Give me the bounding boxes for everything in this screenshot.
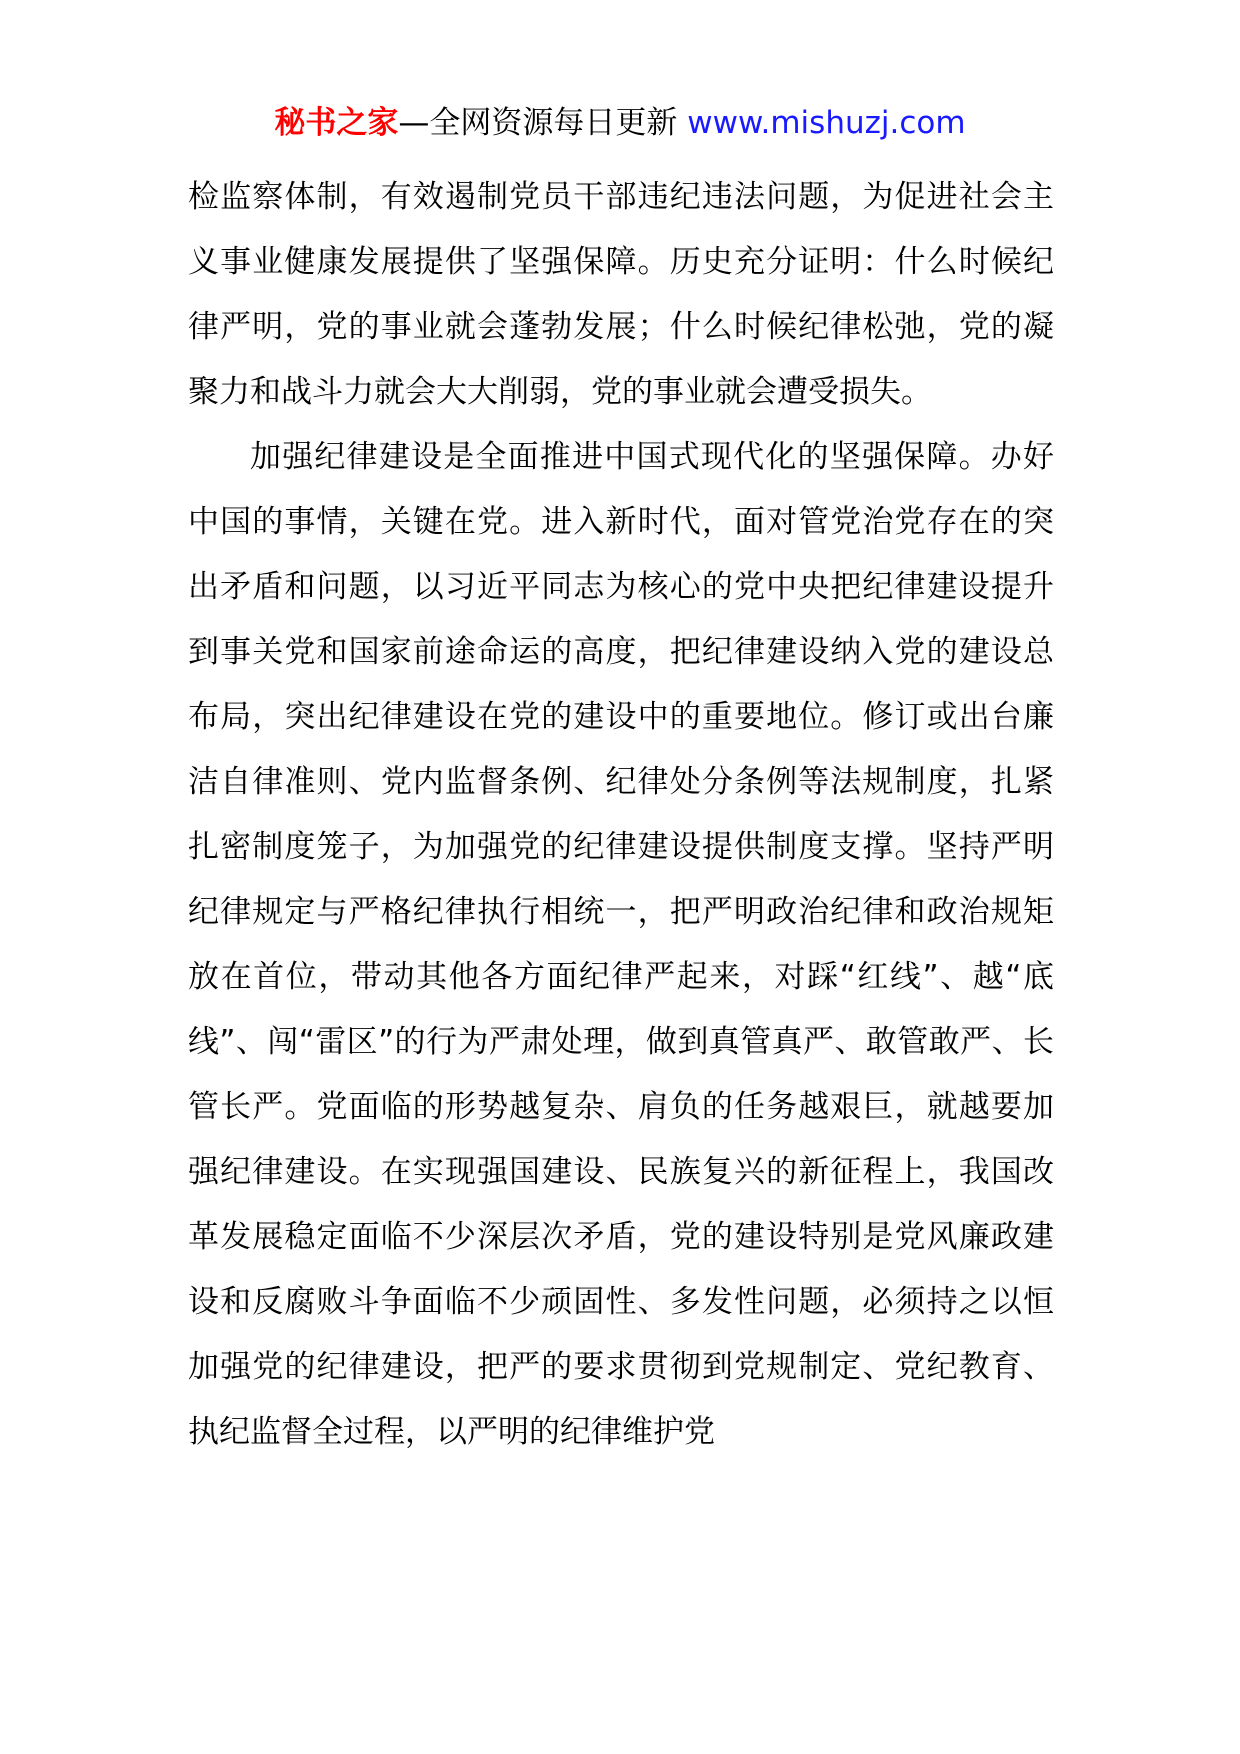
header-tagline: —全网资源每日更新: [398, 105, 678, 141]
document-body: [188, 165, 1054, 1465]
paragraph-discipline-building: 加强纪律建设是全面推进中国式现代化的坚强保障。办好中国的事情，关键在党。进入新时代，面对管党治党存在的突出矛盾和问题，以习近平同志为核心的党中央把纪律建设提升到事关党和国家前途命运的高度，把纪律建设纳入党的建设总布局，突出纪律建设在党的建设中的重要地位。修订或出台廉洁自律准则、党内监督条例、纪律处分条例等法规制度，扎紧扎密制度笼子，为加强党的纪律建设提供制度支撑。坚持严明纪律规定与严格纪律执行相统一，把严明政治纪律和政治规矩放在首位，带动其他各方面纪律严起来，对踩“红线”、越“底线”、闯“雷区”的行为严肃处理，做到真管真严、敢管敢严、长管长严。党面临的形势越复杂、肩负的任务越艰巨，就越要加强纪律建设。在实现强国建设、民族复兴的新征程上，我国改革发展稳定面临不少深层次矛盾，党的建设特别是党风廉政建设和反腐败斗争面临不少顽固性、多发性问题，必须持之以恒加强党的纪律建设，把严的要求贯彻到党规制定、党纪教育、执纪监督全过程，以严明的纪律维护党: [188, 439, 1054, 1450]
page-header: [0, 100, 1240, 146]
brand-name: 秘书之家: [274, 105, 399, 141]
paragraph-continuation: 检监察体制，有效遏制党员干部违纪违法问题，为促进社会主义事业健康发展提供了坚强保障。历史充分证明：什么时候纪律严明，党的事业就会蓬勃发展；什么时候纪律松弛，党的凝聚力和战斗力就会大大削弱，党的事业就会遭受损失。: [188, 179, 1054, 410]
website-link[interactable]: www.mishuzj.com: [687, 105, 966, 141]
